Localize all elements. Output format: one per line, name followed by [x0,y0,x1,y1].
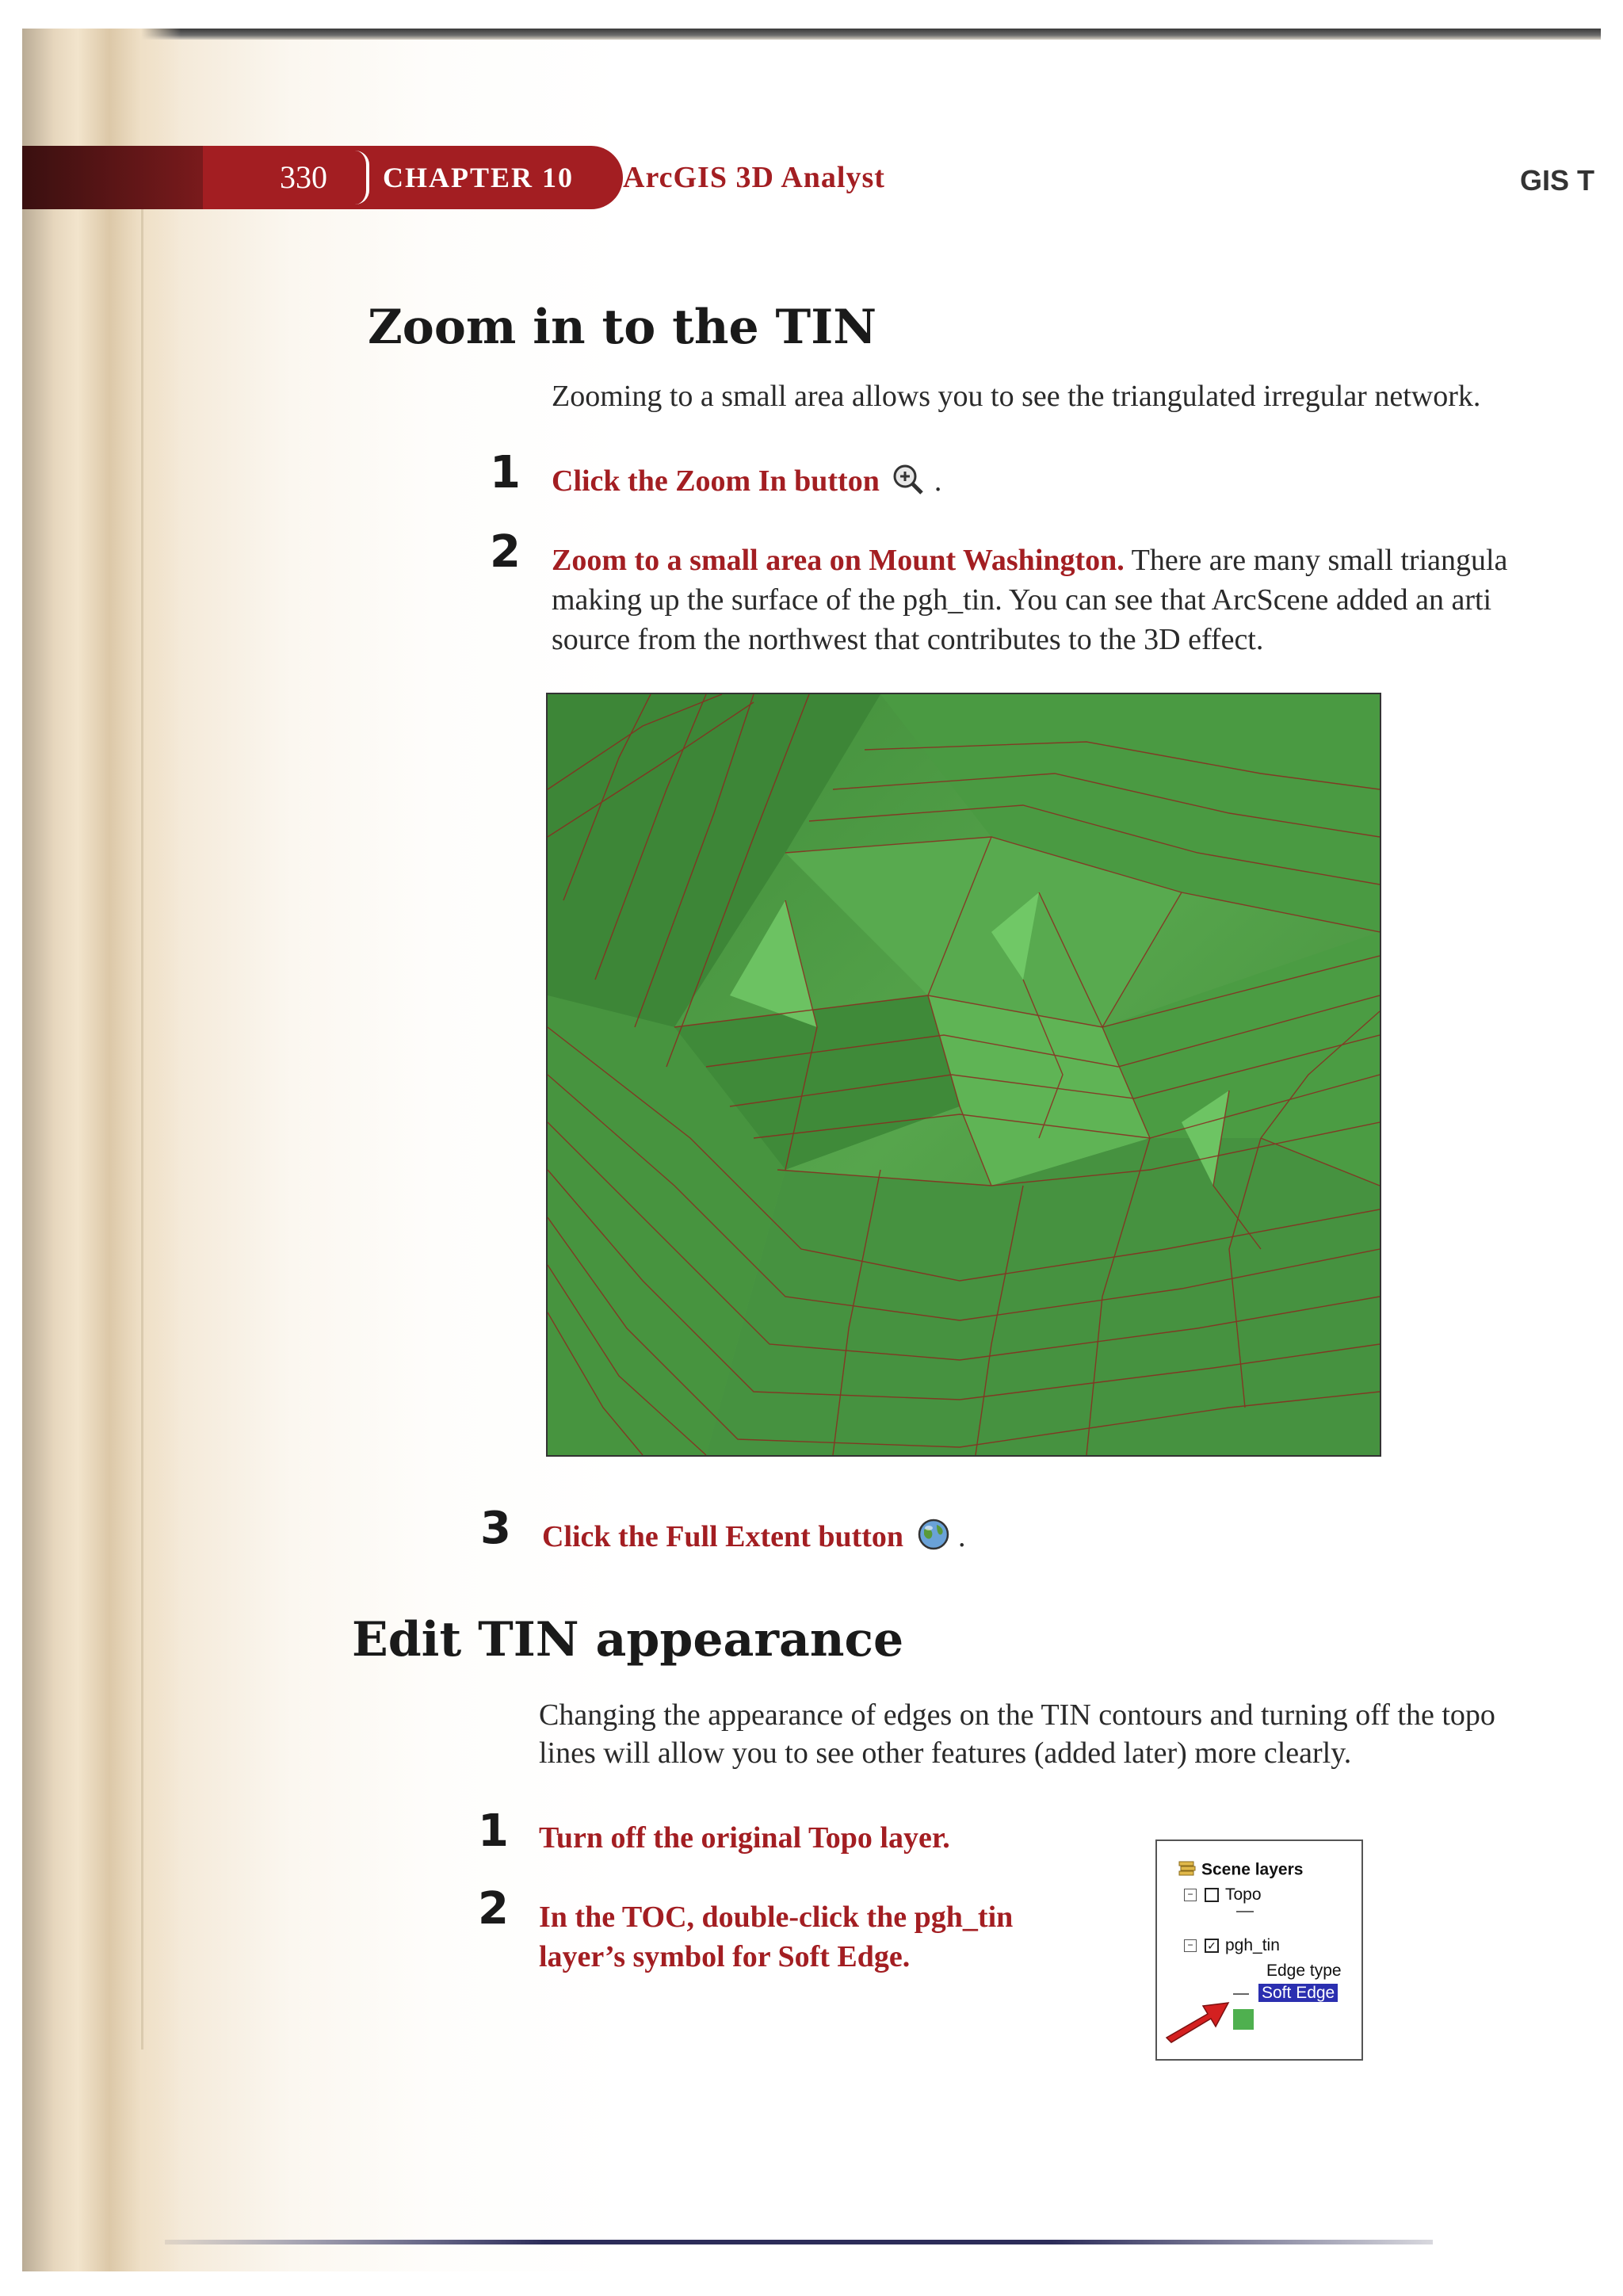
toc-screenshot [1155,1839,1363,2061]
page-bottom-rule [165,2240,1433,2244]
toc-layer-topo[interactable] [1184,1885,1262,1904]
edit-step-2-line1: In the TOC, double-click the pgh_tin [539,1901,1014,1934]
header-spine-bar [22,146,204,209]
toc-layer-pgh-tin[interactable] [1184,1936,1280,1955]
topo-checkbox[interactable] [1205,1888,1219,1902]
tin-face-symbol[interactable] [1233,2009,1254,2030]
running-title: ArcGIS 3D Analyst [623,161,885,194]
step-number: 2 [478,1883,509,1935]
section2-intro-line2: lines will allow you to see other features (added later) more clearly. [539,1736,1352,1770]
edit-step-1-text [539,1818,950,1858]
step-number: 1 [478,1805,509,1857]
soft-edge-label: Soft Edge [1258,1984,1338,2002]
step-3-instruction: Click the Full Extent button [542,1520,904,1554]
spine-crease [141,147,143,2050]
edit-step-2-text [539,1897,1013,1977]
book-page [22,29,1601,2271]
step-2-line2: making up the surface of the pgh_tin. You can see that ArcScene added an arti [552,583,1492,617]
toc-edge-type: Edge type [1266,1962,1342,1980]
red-pointer-arrow-icon [1163,1993,1230,2049]
step-1-text [552,461,941,505]
section-title-zoom: Zoom in to the TIN [368,300,877,355]
tin-surface-rendering [546,693,1381,1457]
page-top-edge [22,29,1601,40]
page-number: 330 [280,159,327,195]
step-number: 1 [490,447,521,499]
book-spine-shadow [22,29,181,2271]
page-header [22,146,1601,209]
edit-step-1-instruction: Turn off the original Topo layer. [539,1821,950,1855]
step-1-period: . [934,464,942,498]
tab-divider [355,151,369,204]
toc-soft-edge[interactable] [1258,1984,1338,2003]
section1-intro: Zooming to a small area allows you to see the triangulated irregular network. [552,380,1481,413]
step-2-line1: There are many small triangula [1124,544,1508,577]
step-number: 3 [480,1503,511,1554]
pgh-tin-checkbox[interactable]: ✓ [1205,1939,1219,1953]
collapse-icon[interactable]: − [1184,1889,1197,1901]
topo-symbol-line [1236,1911,1254,1912]
step-2-lead: Zoom to a small area on Mount Washington. [552,544,1125,577]
layers-icon [1178,1860,1197,1881]
section-title-edit: Edit TIN appearance [352,1612,904,1668]
tin-terrain-image [548,694,1380,1455]
toc-layer2-label: pgh_tin [1225,1936,1280,1954]
step-1-instruction: Click the Zoom In button [552,464,880,498]
section2-intro-line1: Changing the appearance of edges on the TIN contours and turning off the topo [539,1698,1495,1732]
collapse-icon[interactable]: − [1184,1939,1197,1952]
full-extent-globe-icon [916,1517,951,1562]
step-number: 2 [490,526,521,578]
step-3-period: . [958,1520,966,1554]
chapter-label: CHAPTER 10 [383,162,575,193]
section2-intro [539,1696,1601,1772]
step-2-text [552,541,1601,659]
edit-step-2-line2: layer’s symbol for Soft Edge. [539,1940,911,1973]
toc-scene-layers[interactable] [1178,1860,1303,1881]
right-running-title: GIS T [1520,164,1595,197]
toc-layer1-label: Topo [1225,1885,1262,1904]
step-3-text [542,1517,966,1562]
toc-root-label: Scene layers [1201,1860,1304,1879]
step-2-line3: source from the northwest that contributes to the 3D effect. [552,623,1264,656]
zoom-in-magnifier-icon [892,463,926,505]
soft-edge-symbol-line[interactable] [1233,1993,1249,1995]
